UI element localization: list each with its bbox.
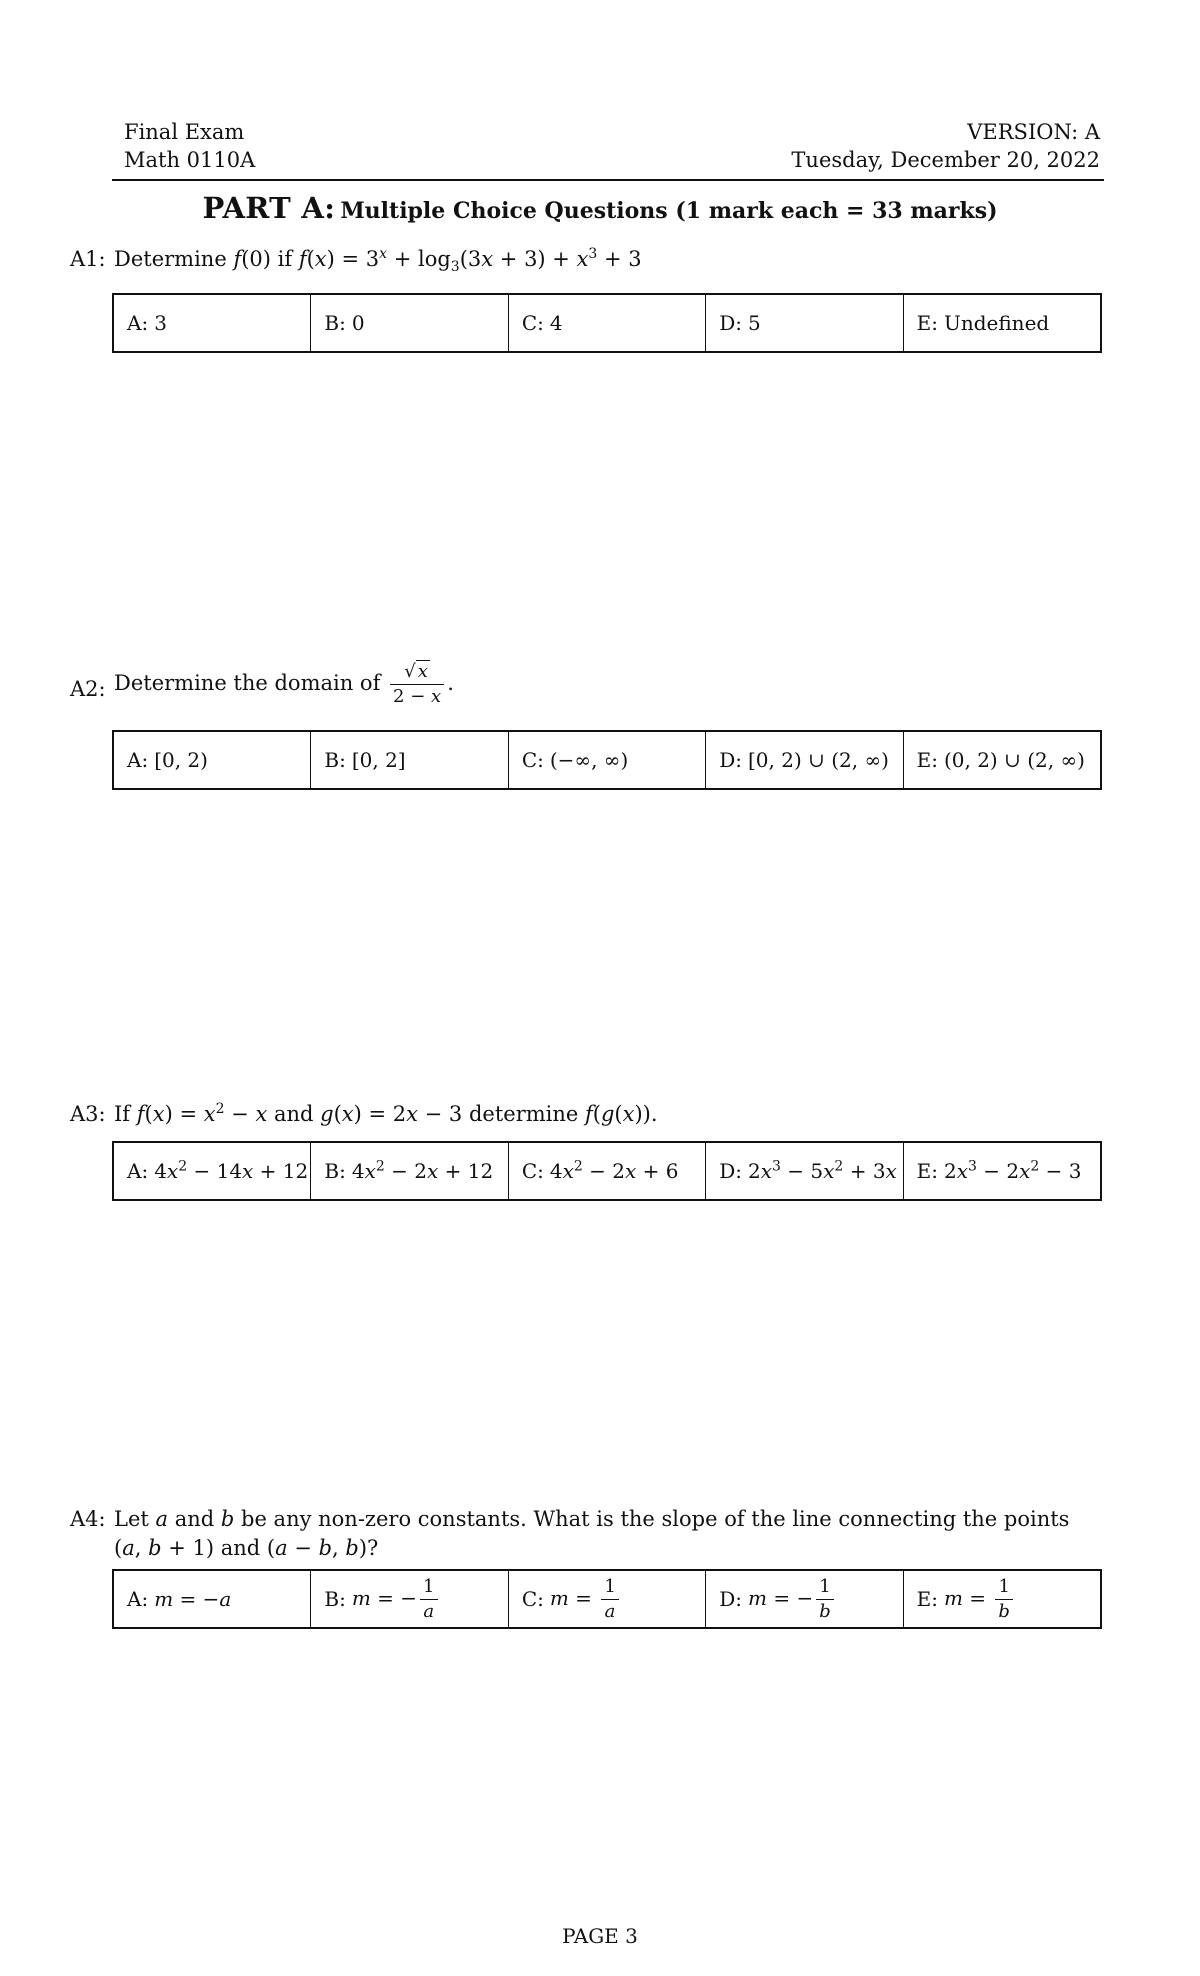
question-text: Let a and b be any non-zero constants. What is the slope of the line connecting the points (a, b + 1) and (a − b, b)? bbox=[114, 1507, 1070, 1560]
choice-e[interactable]: E: (0, 2) ∪ (2, ∞) bbox=[916, 748, 1085, 772]
choice-d[interactable]: D: [0, 2) ∪ (2, ∞) bbox=[706, 732, 903, 788]
choice-a[interactable]: A: $4x^2 - 14x + 12$ bbox=[114, 1143, 311, 1199]
question-label: A3: bbox=[70, 1102, 106, 1126]
choice-a[interactable]: A: m = −a bbox=[114, 1571, 311, 1627]
fraction-denominator: 2 − x bbox=[393, 686, 442, 707]
question-a4 bbox=[70, 1505, 1120, 1565]
choice-e[interactable]: E: m = $\frac{1}{b}$ bbox=[904, 1571, 1100, 1627]
choice-d[interactable]: D: 5 bbox=[706, 295, 903, 351]
choice-c[interactable]: C: m = $\frac{1}{a}$ bbox=[509, 1571, 706, 1627]
question-label: A2: bbox=[70, 677, 106, 701]
course-code: Math 0110A bbox=[124, 148, 256, 172]
question-text: Determine the domain of $\frac{√ x}{2 - x}$ . bbox=[114, 661, 454, 707]
choices-a1 bbox=[112, 293, 1102, 353]
header-rule bbox=[112, 179, 1104, 181]
part-heading bbox=[0, 191, 1200, 225]
choice-c[interactable]: C: (−∞, ∞) bbox=[509, 732, 706, 788]
exam-header-left bbox=[124, 118, 255, 174]
choice-e[interactable]: E: Undefined bbox=[916, 311, 1050, 335]
choice-d[interactable]: D: $2x^3 - 5x^2 + 3x$ bbox=[706, 1143, 903, 1199]
choice-c[interactable]: C: 4 bbox=[509, 295, 706, 351]
question-text: Determine f(0) if $f(x) = 3^x + \log_3(3x + 3) + x^3 + 3$ bbox=[114, 246, 642, 276]
choice-b[interactable]: B: $4x^2 - 2x + 12$ bbox=[311, 1143, 508, 1199]
choice-d[interactable]: D: m = − $\frac{1}{b}$ bbox=[706, 1571, 903, 1627]
fraction-numerator: √ x bbox=[390, 660, 444, 685]
choice-c[interactable]: C: $4x^2 - 2x + 6$ bbox=[509, 1143, 706, 1199]
question-a3 bbox=[70, 1100, 1120, 1130]
part-title: PART A: bbox=[202, 191, 336, 225]
choices-a3 bbox=[112, 1141, 1102, 1201]
choices-a2 bbox=[112, 730, 1102, 790]
page-number: PAGE 3 bbox=[562, 1924, 638, 1948]
exam-title: Final Exam bbox=[124, 120, 245, 144]
exam-date: Tuesday, December 20, 2022 bbox=[791, 148, 1100, 172]
exam-header-right bbox=[791, 118, 1100, 174]
choice-b[interactable]: B: [0, 2] bbox=[311, 732, 508, 788]
question-a1 bbox=[70, 245, 1120, 275]
domain-fraction bbox=[390, 660, 444, 709]
question-label: A1: bbox=[70, 247, 106, 271]
choice-b[interactable]: B: m = − $\frac{1}{a}$ bbox=[311, 1571, 508, 1627]
choice-b[interactable]: B: 0 bbox=[311, 295, 508, 351]
question-text: If $f(x) = x^2 - x$ and g(x) = 2x − 3 determine f(g(x)). bbox=[114, 1101, 658, 1126]
part-subtitle: Multiple Choice Questions (1 mark each = 33 marks) bbox=[340, 198, 998, 224]
choices-a4 bbox=[112, 1569, 1102, 1629]
question-a2 bbox=[70, 660, 1120, 720]
choice-a[interactable]: A: 3 bbox=[114, 295, 311, 351]
choice-e[interactable]: E: $2x^3 - 2x^2 - 3$ bbox=[916, 1158, 1082, 1183]
question-label: A4: bbox=[70, 1507, 106, 1531]
choice-a[interactable]: A: [0, 2) bbox=[114, 732, 311, 788]
exam-version: VERSION: A bbox=[967, 120, 1100, 144]
